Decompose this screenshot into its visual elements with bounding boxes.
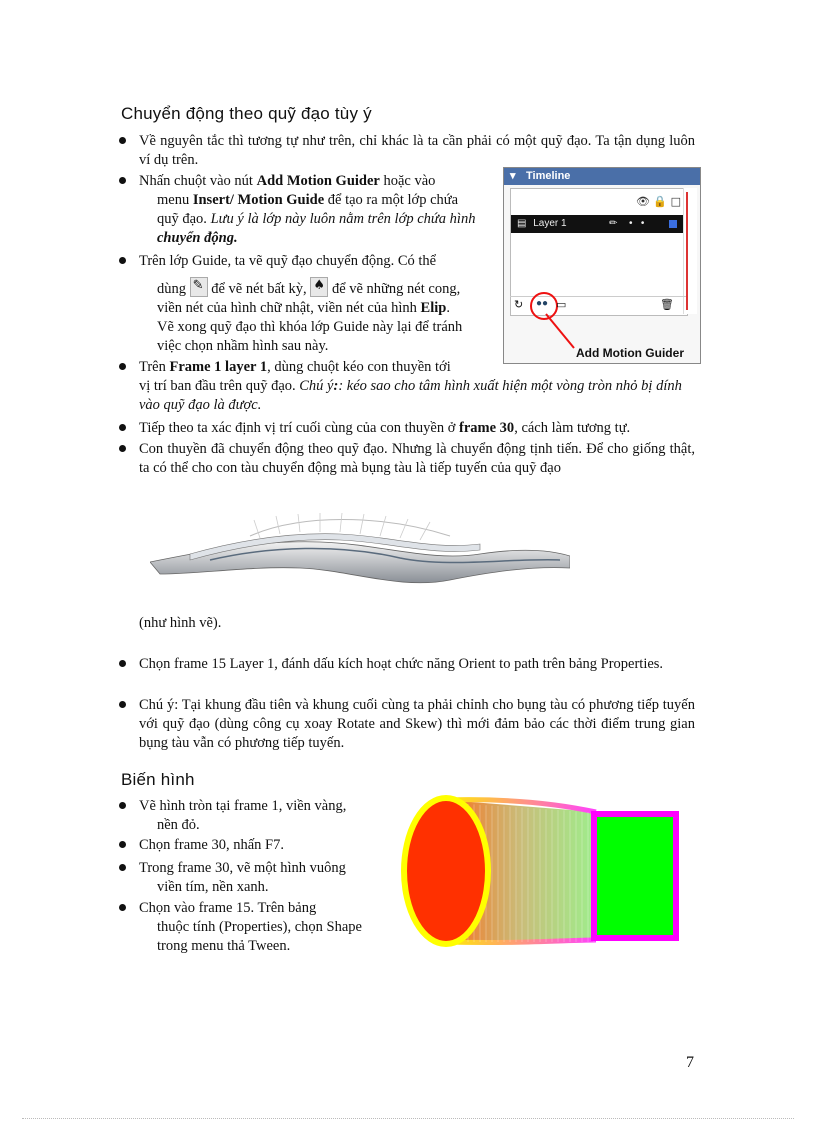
timeline-caption: Add Motion Guider bbox=[576, 346, 684, 360]
page-number: 7 bbox=[686, 1054, 694, 1071]
folder-icon: ▭ bbox=[556, 299, 567, 311]
pencil-icon: ✏ bbox=[609, 218, 618, 229]
list-item: Chú ý: Tại khung đầu tiên và khung cuối cùng ta phải chỉnh cho bụng tàu có phương tiếp tuyến với quỹ đạo (dùng công cụ xoay Rotate and Skew) thì mới đảm bảo các thời điểm trung gian bụng tàu vẫn có phương tiếp tuyến. bbox=[139, 696, 695, 753]
list-item: Chọn frame 30, nhấn F7. bbox=[139, 836, 389, 855]
trash-icon: 🗑 bbox=[660, 299, 674, 311]
bullet-icon bbox=[119, 904, 126, 911]
list-item: Tiếp theo ta xác định vị trí cuối cùng của con thuyền ở frame 30, cách làm tương tự. bbox=[139, 419, 695, 438]
shape-tween-image bbox=[398, 792, 682, 952]
bullet-icon bbox=[119, 137, 126, 144]
list-item: Nhấn chuột vào nút Add Motion Guider hoặc vào menu Insert/ Motion Guide để tạo ra một lớp chứa quỹ đạo. Lưu ý là lớp này luôn nằm trên lớp chứa hình chuyển động. bbox=[139, 172, 509, 248]
bullet-icon bbox=[119, 257, 126, 264]
footer-divider bbox=[22, 1118, 794, 1119]
bullet-icon bbox=[119, 445, 126, 452]
pen-tool-icon: ♠ bbox=[310, 277, 328, 297]
bullet-icon bbox=[119, 363, 126, 370]
layer-icon: ▤ bbox=[517, 218, 527, 229]
section-heading-shape-tween: Biến hình bbox=[121, 770, 195, 789]
pencil-tool-icon: ✎ bbox=[190, 277, 208, 297]
bullet-icon bbox=[119, 660, 126, 667]
section-heading-motion-path: Chuyển động theo quỹ đạo tùy ý bbox=[121, 104, 372, 123]
list-item: Vẽ hình tròn tại frame 1, viền vàng, nền đỏ. bbox=[139, 797, 389, 835]
list-item: Về nguyên tắc thì tương tự như trên, chỉ khác là ta cần phải có một quỹ đạo. Ta tận dụng luôn ví dụ trên. bbox=[139, 132, 695, 170]
list-item: Con thuyền đã chuyển động theo quỹ đạo. Nhưng là chuyển động tịnh tiến. Để cho giống thật, ta có thể cho con tàu chuyển động mà bụng tàu là tiếp tuyến của quỹ đạo bbox=[139, 440, 695, 478]
ship-on-path-image bbox=[150, 510, 570, 600]
list-item: Chọn vào frame 15. Trên bảng thuộc tính (Properties), chọn Shape trong menu thả Tween. bbox=[139, 899, 389, 956]
layer-row: ▤ Layer 1 ✏ • • bbox=[511, 215, 687, 233]
layer-visibility-icons: 👁 🔒 □ bbox=[635, 195, 681, 208]
motion-guide-icon: ●● bbox=[536, 298, 549, 309]
end-square-shape bbox=[594, 814, 676, 938]
list-item: Chọn frame 15 Layer 1, đánh dấu kích hoạt chức năng Orient to path trên bảng Properties. bbox=[139, 655, 695, 674]
list-item: Trên lớp Guide, ta vẽ quỹ đạo chuyển động. Có thể dùng ✎ để vẽ nét bất kỳ, ♠ để vẽ những nét cong, viền nét của hình chữ nhật, viền nét của hình Elip. Vẽ xong quỹ đạo thì khóa lớp Guide này lại để tránh việc chọn nhầm hình sau này. bbox=[139, 252, 509, 356]
bullet-icon bbox=[119, 864, 126, 871]
add-layer-icon: ↻ bbox=[514, 299, 524, 311]
pointer-line bbox=[504, 168, 702, 365]
bullet-icon bbox=[119, 177, 126, 184]
list-item-continuation: (như hình vẽ). bbox=[139, 615, 222, 631]
bullet-icon bbox=[119, 841, 126, 848]
timeline-titlebar: ▾ Timeline bbox=[504, 168, 700, 185]
start-circle-shape bbox=[404, 798, 488, 944]
list-item: Trong frame 30, vẽ một hình vuông viền tím, nền xanh. bbox=[139, 859, 389, 897]
bullet-icon bbox=[119, 701, 126, 708]
bullet-icon bbox=[119, 424, 126, 431]
bullet-icon bbox=[119, 802, 126, 809]
list-item: Trên Frame 1 layer 1, dùng chuột kéo con thuyền tới vị trí ban đầu trên quỹ đạo. Chú ý:: kéo sao cho tâm hình xuất hiện một vòng tròn nhỏ bị dính vào quỹ đạo là được. bbox=[139, 358, 695, 415]
collapse-arrow-icon: ▾ bbox=[510, 170, 516, 182]
timeline-panel-image bbox=[503, 167, 701, 364]
